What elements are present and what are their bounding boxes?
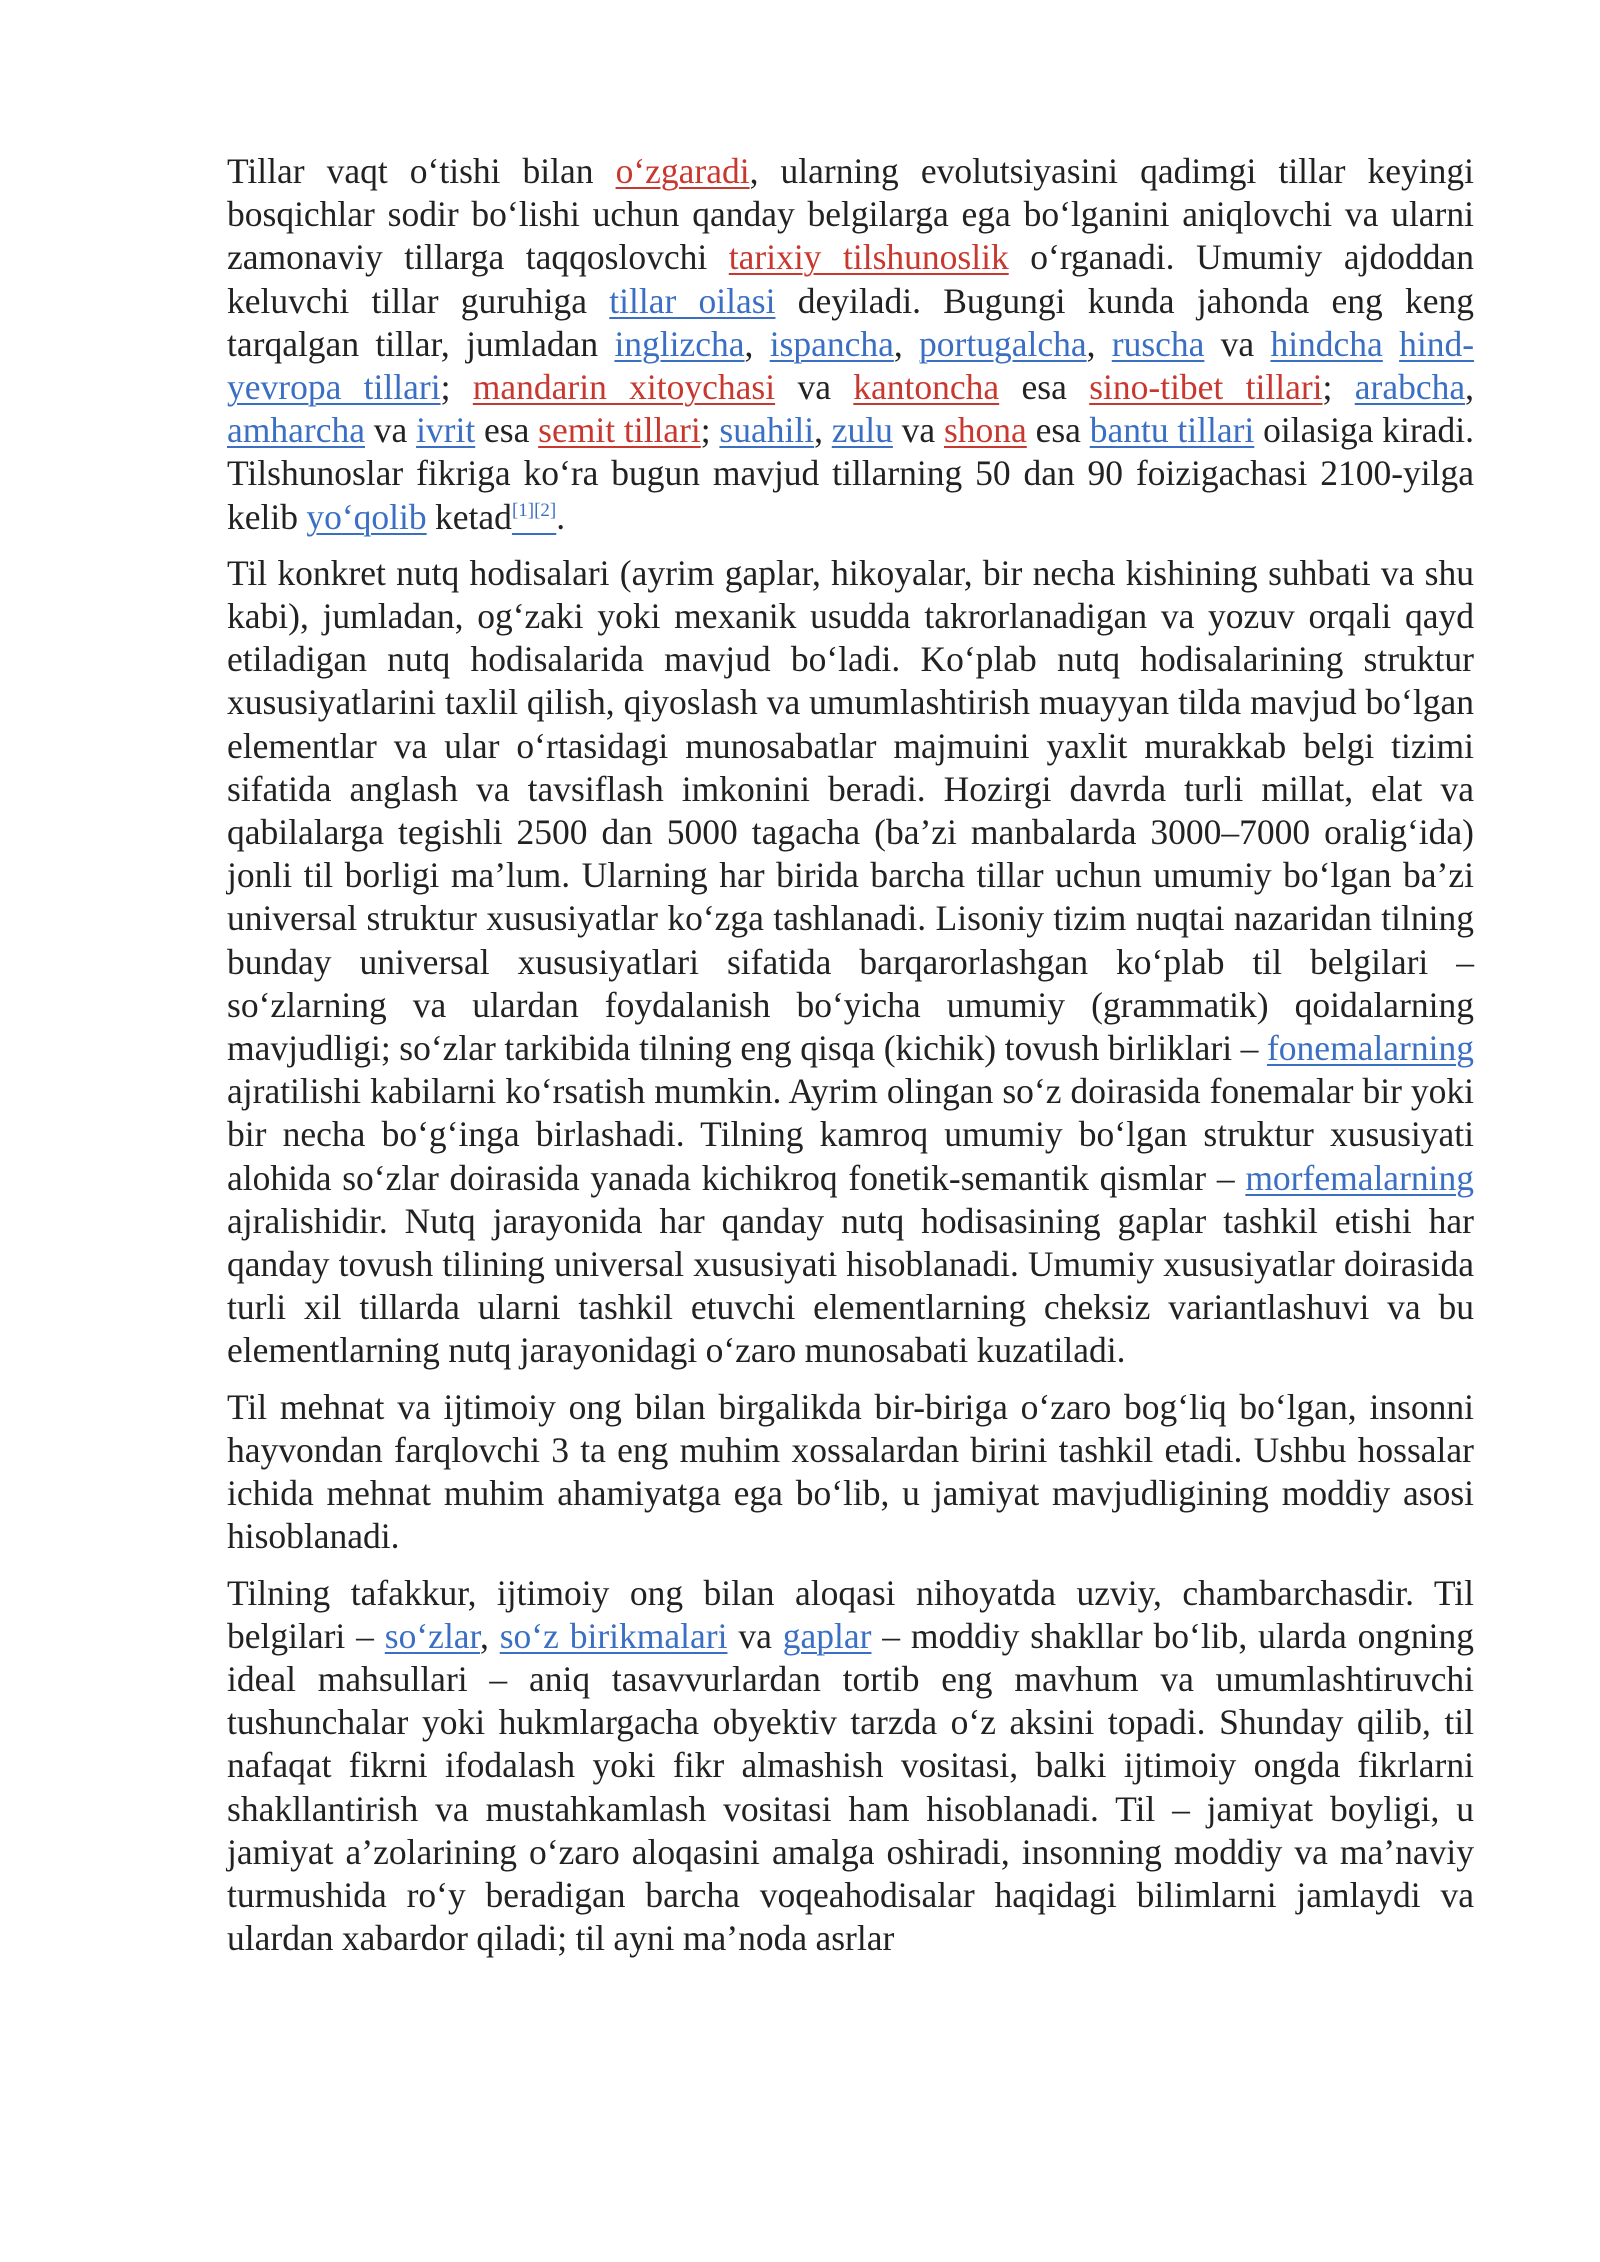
document-page [227, 150, 1474, 1973]
hyperlink-mandarin-xitoychasi[interactable]: mandarin xitoychasi [472, 367, 776, 408]
hyperlink-so-z-birikmalari[interactable]: so‘z birikmalari [499, 1615, 728, 1656]
text-run: ajratilishi kabilarni ko‘rsatish mumkin. Ayrim olingan so‘z doirasida fonemalar bir yoki bir necha bo‘g‘inga birlashadi. Tilning kamroq umumiy bo‘lgan struktur xususiyati alohida so‘zlar doirasida yanada kichikroq fonetik-semantik qismlar – [227, 1071, 1474, 1198]
text-run: ; [1322, 367, 1355, 408]
text-run: va [364, 410, 417, 451]
text-run: va [1204, 323, 1271, 364]
text-run: Til konkret nutq hodisalari (ayrim gaplar, hikoyalar, bir necha kishining suhbati va shu kabi), jumladan, og‘zaki yoki mexanik usudda takrorlanadigan va yozuv orqali qayd etiladigan nutq hodisalarida mavjud bo‘ladi. Ko‘plab nutq hodisalarining struktur xususiyatlarini taxlil qilish, qiyoslash va umumlashtirish muayyan tilda mavjud bo‘lgan elementlar va ular o‘rtasidagi munosabatlar majmuini yaxlit murakkab belgi tizimi sifatida anglash va tavsiflash imkonini beradi. Hozirgi davrda turli millat, elat va qabilalarga tegishli 2500 dan 5000 tagacha (ba’zi manbalarda 3000–7000 oralig‘ida) jonli til borligi ma’lum. Ularning har birida barcha tillar uchun umumiy bo‘lgan ba’zi universal struktur xususiyatlar ko‘zga tashlanadi. Lisoniy tizim nuqtai nazaridan tilning bunday universal xususiyatlari sifatida barqarorlashgan ko‘plab til belgilari – so‘zlarning va ulardan foydalanish bo‘yicha umumiy (grammatik) qoidalarning mavjudligi; so‘zlar tarkibida tilning eng qisqa (kichik) tovush birliklari – [227, 552, 1474, 1069]
hyperlink-kantoncha[interactable]: kantoncha [853, 367, 1000, 408]
text-run: , [1086, 323, 1112, 364]
text-run: esa [475, 410, 539, 451]
text-run: esa [999, 367, 1090, 408]
hyperlink-inglizcha[interactable]: inglizcha [614, 323, 745, 364]
hyperlink-bantu-tillari[interactable]: bantu tillari [1089, 410, 1255, 451]
text-run: o‘rganadi. Umumiy ajdoddan keluvchi tillar guruhiga [227, 237, 1475, 321]
text-run: , [744, 323, 770, 364]
hyperlink-portugalcha[interactable]: portugalcha [919, 323, 1087, 364]
hyperlink-semit-tillari[interactable]: semit tillari [538, 410, 701, 451]
text-run [1383, 324, 1399, 364]
paragraph-4 [227, 1572, 1474, 1961]
hyperlink-ivrit[interactable]: ivrit [416, 410, 476, 451]
hyperlink-sino-tibet-tillari[interactable]: sino-tibet tillari [1089, 367, 1323, 408]
hyperlink-tillar-oilasi[interactable]: tillar oilasi [609, 280, 776, 321]
text-run: , [814, 410, 832, 451]
text-run: oilasiga kiradi. Tilshunoslar fikriga ko‘ra bugun mavjud tillarning 50 dan 90 foizigachasi 2100-yilga kelib [227, 410, 1474, 537]
hyperlink-1-2[interactable] [512, 497, 556, 537]
hyperlink-so-zlar[interactable]: so‘zlar [384, 1615, 480, 1656]
text-run: ; [440, 367, 473, 408]
hyperlink-zulu[interactable]: zulu [831, 410, 893, 451]
hyperlink-morfemalarning[interactable]: morfemalarning [1245, 1157, 1474, 1198]
text-run: va [775, 367, 854, 408]
text-run: ajralishidir. Nutq jarayonida har qanday nutq hodisasining gaplar tashkil etishi har qanday tovush tilining universal xususiyati hisoblanadi. Umumiy xususiyatlar doirasida turli xil tillarda ularni tashkil etuvchi elementlarning cheksiz variantlashuvi va bu elementlarning nutq jarayonidagi o‘zaro munosabati kuzatiladi. [227, 1200, 1474, 1371]
hyperlink-ruscha[interactable]: ruscha [1111, 323, 1205, 364]
paragraph-2 [227, 552, 1474, 1373]
text-run: deyiladi. Bugungi kunda jahonda eng keng tarqalgan tillar, jumladan [227, 280, 1474, 364]
hyperlink-hind-yevropa-tillari[interactable]: hind-yevropa tillari [227, 323, 1475, 408]
hyperlink-arabcha[interactable]: arabcha [1354, 367, 1466, 408]
hyperlink-o-zgaradi[interactable]: o‘zgaradi [615, 151, 750, 191]
hyperlink-yo-qolib[interactable]: yo‘qolib [306, 496, 427, 537]
text-run: Tilning tafakkur, ijtimoiy ong bilan aloqasi nihoyatda uzviy, chambarchasdir. Til belgilari – [227, 1572, 1474, 1656]
hyperlink-suahili[interactable]: suahili [719, 410, 815, 451]
text-run: esa [1026, 410, 1090, 451]
hyperlink-ispancha[interactable]: ispancha [769, 323, 894, 364]
hyperlink-hindcha[interactable]: hindcha [1270, 323, 1383, 364]
footnote-reference: [1][2] [511, 499, 557, 521]
text-run: , [1465, 367, 1474, 408]
text-run: , [893, 323, 920, 364]
text-run: va [727, 1615, 783, 1656]
text-run: , [479, 1615, 500, 1656]
text-run: ketad [426, 496, 512, 537]
text-run: ; [700, 410, 720, 451]
hyperlink-fonemalarning[interactable]: fonemalarning [1266, 1028, 1474, 1069]
text-run: , ularning evolutsiyasini qadimgi tillar keyingi bosqichlar sodir bo‘lishi uchun qanday belgilarga ega bo‘lganini aniqlovchi va ularni zamonaviy tillarga taqqoslovchi [227, 151, 1474, 278]
hyperlink-shona[interactable]: shona [943, 410, 1027, 451]
paragraph-1 [227, 150, 1474, 539]
paragraph-3 [227, 1386, 1474, 1559]
text-run: . [556, 496, 566, 537]
hyperlink-amharcha[interactable]: amharcha [227, 410, 365, 451]
text-run: Tillar vaqt o‘tishi bilan [227, 151, 616, 191]
text-run: – moddiy shakllar bo‘lib, ularda ongning ideal mahsullari – aniq tasavvurlardan tortib eng mavhum va umumlashtiruvchi tushunchalar yoki hukmlargacha obyektiv tarzda o‘z aksini topadi. Shunday qilib, til nafaqat fikrni ifodalash yoki fikr almashish vositasi, balki ijtimoiy ongda fikrlarni shakllantirish va mustahkamlash vositasi ham hisoblanadi. Til – jamiyat boyligi, u jamiyat a’zolarining o‘zaro aloqasini amalga oshiradi, insonning moddiy va ma’naviy turmushida ro‘y beradigan barcha voqeahodisalar haqidagi bilimlarni jamlaydi va ulardan xabardor qiladi; til ayni ma’noda asrlar [227, 1615, 1475, 1959]
hyperlink-tarixiy-tilshunoslik[interactable]: tarixiy tilshunoslik [728, 237, 1009, 278]
hyperlink-gaplar[interactable]: gaplar [782, 1615, 872, 1656]
text-run: va [892, 410, 944, 451]
text-run: Til mehnat va ijtimoiy ong bilan birgalikda bir-biriga o‘zaro bog‘liq bo‘lgan, insonni hayvondan farqlovchi 3 ta eng muhim xossalardan birini tashkil etadi. Ushbu hossalar ichida mehnat muhim ahamiyatga ega bo‘lib, u jamiyat mavjudligining moddiy asosi hisoblanadi. [227, 1386, 1474, 1557]
